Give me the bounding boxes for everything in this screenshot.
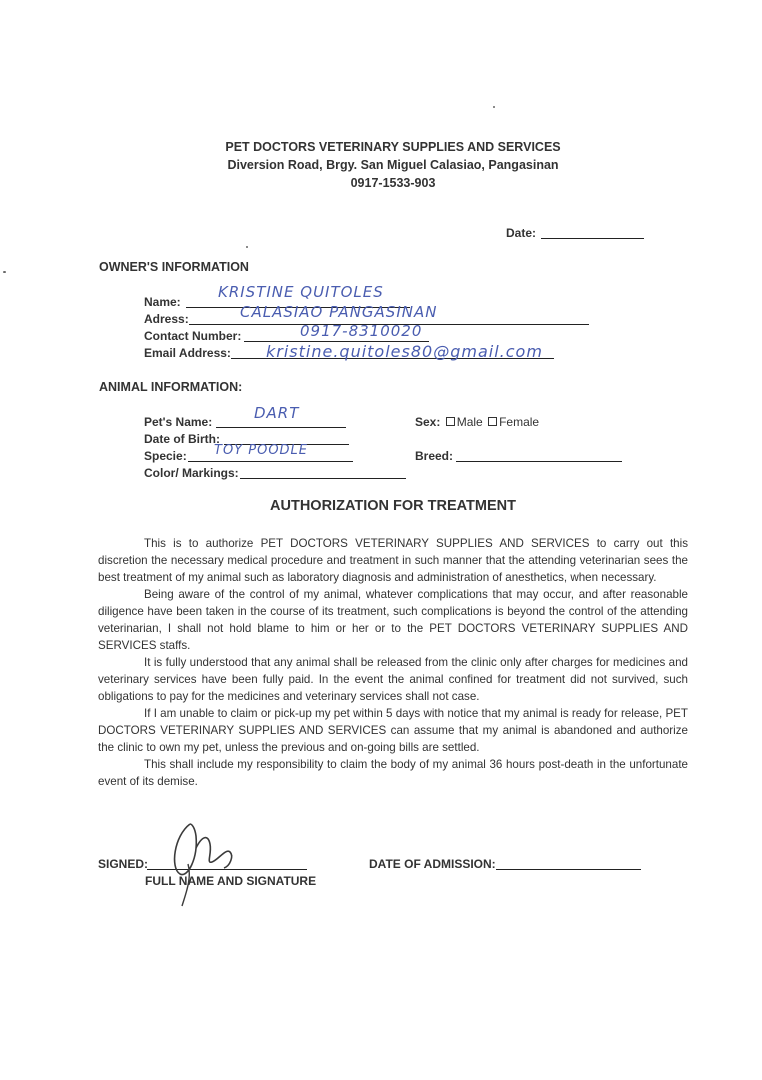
sex-selector xyxy=(415,415,539,429)
business-address: Diversion Road, Brgy. San Miguel Calasiao, Pangasinan xyxy=(227,158,559,172)
contact-number-label: Contact Number: xyxy=(144,329,242,343)
contact-number-field[interactable]: 0917-8310020 xyxy=(300,322,423,340)
female-option-label: Female xyxy=(499,415,540,429)
authorization-paragraph: This is to authorize PET DOCTORS VETERINARY SUPPLIES AND SERVICES to carry out this discretion the necessary medical procedure and treatment in such manner that the attending veterinarian sees the best treatment of my animal such as laboratory diagnosis and administration of anesthetics, when necessary. xyxy=(98,537,688,584)
authorization-paragraph: If I am unable to claim or pick-up my pet within 5 days with notice that my animal is ready for release, PET DOCTORS VETERINARY SUPPLIES AND SERVICES can assume that my animal is abandoned and authorize the clinic to own my pet, unless the previous and on-going bills are settled. xyxy=(98,707,688,754)
email-field[interactable]: kristine.quitoles80@gmail.com xyxy=(266,342,543,361)
owner-name-label: Name: xyxy=(144,295,181,309)
male-option-label: Male xyxy=(456,415,483,429)
owner-address-field[interactable]: CALASIAO PANGASINAN xyxy=(240,303,438,321)
pet-name-line xyxy=(216,427,346,428)
breed-label: Breed: xyxy=(415,449,454,463)
signed-label: SIGNED: xyxy=(98,857,149,871)
specie-label: Specie: xyxy=(144,449,187,463)
owner-section-heading: OWNER'S INFORMATION xyxy=(99,260,249,274)
admission-date-field[interactable] xyxy=(496,869,641,870)
animal-section-heading: ANIMAL INFORMATION: xyxy=(99,380,243,394)
authorization-title: AUTHORIZATION FOR TREATMENT xyxy=(270,498,516,514)
specie-field[interactable]: TOY POODLE xyxy=(214,443,309,458)
form-header xyxy=(0,138,762,192)
business-name: PET DOCTORS VETERINARY SUPPLIES AND SERVICES xyxy=(225,140,561,154)
pet-name-field[interactable]: DART xyxy=(254,404,300,422)
scan-speck xyxy=(493,106,495,108)
specie-line xyxy=(188,461,353,462)
sex-label: Sex: xyxy=(415,415,441,429)
owner-address-label: Adress: xyxy=(144,312,189,326)
date-label: Date: xyxy=(506,226,537,240)
authorization-paragraph: This shall include my responsibility to claim the body of my animal 36 hours post-death in the unfortunate event of its demise. xyxy=(98,758,688,788)
business-phone: 0917-1533-903 xyxy=(350,176,436,190)
color-markings-label: Color/ Markings: xyxy=(144,466,239,480)
scan-speck xyxy=(3,271,6,273)
date-field[interactable] xyxy=(541,238,644,239)
male-checkbox[interactable] xyxy=(446,417,455,426)
authorization-paragraph: Being aware of the control of my animal, whatever complications that may occur, and after reasonable diligence have been taken in the course of its treatment, such complications is beyond the control of the attending veterinarian, I shall not hold blame to him or her or to the PET DOCTORS VETERINARY SUPPLIES AND SERVICES staffs. xyxy=(98,588,688,652)
pet-name-label: Pet's Name: xyxy=(144,415,213,429)
signature-caption: FULL NAME AND SIGNATURE xyxy=(145,874,317,888)
dob-label: Date of Birth: xyxy=(144,432,220,446)
authorization-paragraph: It is fully understood that any animal shall be released from the clinic only after charges for medicines and veterinary services have been fully paid. In the event the animal confined for treatment did not survived, such obligations to pay for the medicines and veterinary services shall not case. xyxy=(98,656,688,703)
color-markings-field[interactable] xyxy=(240,478,406,479)
female-checkbox[interactable] xyxy=(488,417,497,426)
breed-field[interactable] xyxy=(456,461,622,462)
scan-speck xyxy=(246,246,248,248)
handwritten-signature xyxy=(168,818,248,908)
email-label: Email Address: xyxy=(144,346,231,360)
authorization-body xyxy=(98,535,688,790)
owner-name-field[interactable]: KRISTINE QUITOLES xyxy=(218,283,384,301)
admission-date-label: DATE OF ADMISSION: xyxy=(369,857,496,871)
